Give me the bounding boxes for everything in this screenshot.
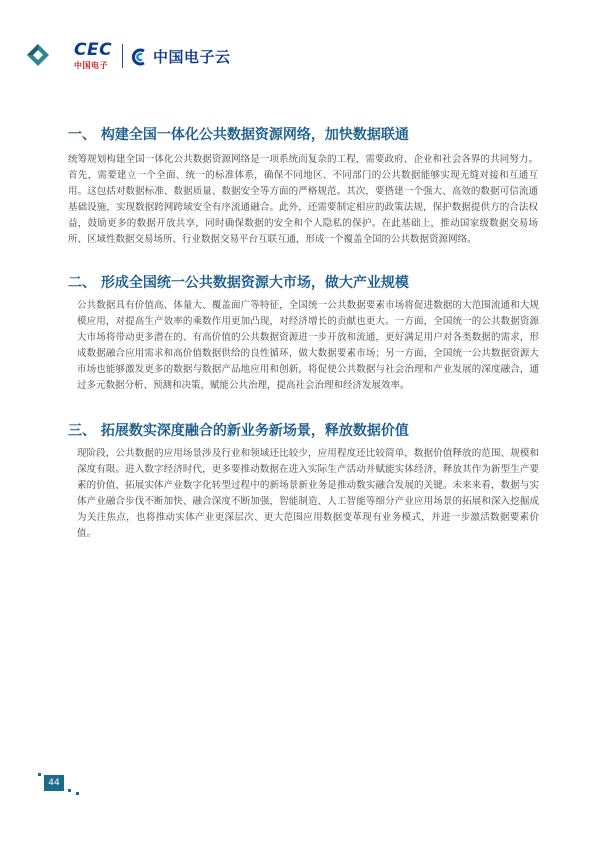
section-2-paragraph: 公共数据具有价值高、体量大、覆盖面广等特征，全国统一公共数据要素市场将促进数据的大范围流通和大规模应用，对提高生产效率的乘数作用更加凸现，对经济增长的贡献也更大。一方面，全国统一的公共数据资源大市场将带动更多潜在的、有高价值的公共数据资源进一步开放和流通，更好满足用户对各类数据的需求，形成数据融合应用需求和高价值数据供给的良性循环，做大数据要素市场；另一方面，全国统一公共数据资源大市场也能够激发更多的数据与数据产品地应用和创新，将促使公共数据与社会治理和产业发展的深度融合，通过多元数据分析、预测和决策，赋能公共治理，提高社会治理和经济发展效率。 <box>77 300 539 391</box>
cloud-logo-text: 中国电子云 <box>153 48 231 66</box>
cec-logo-subtitle: 中国电子 <box>74 61 108 70</box>
section-1-body <box>68 152 538 248</box>
cloud-logo <box>130 47 231 67</box>
cec-logo-word: CEC <box>74 40 113 60</box>
page-header <box>0 0 600 100</box>
corner-chevron-icon <box>25 42 51 68</box>
section-2-title: 二、 形成全国统一公共数据资源大市场，做大产业规模 <box>68 275 409 291</box>
cec-logo <box>74 42 120 72</box>
section-3-body <box>77 446 539 542</box>
footer-dot <box>38 773 41 776</box>
footer-dot <box>68 789 71 792</box>
section-3-paragraph: 现阶段，公共数据的应用场景涉及行业和领域还比较少，应用程度还比较简单，数据价值释放的范围、规模和深度有限。进入数字经济时代，更多要推动数据在进入实际生产活动并赋能实体经济，释放其作为新型生产要素的价值，拓展实体产业数字化转型过程中的新场景新业务是推动数实融合发展的关键。未来来看，数据与实体产业融合步伐不断加快、融合深度不断加强，智能制造、人工智能等细分产业应用场景的拓展和深入挖掘成为关注焦点，也将推动实体产业更深层次、更大范围应用数据变革现有业务模式，并进一步激活数据要素价值。 <box>77 448 539 539</box>
section-1-title: 一、 构建全国一体化公共数据资源网络，加快数据联通 <box>68 127 409 143</box>
section-2-body <box>77 298 539 394</box>
logo-divider <box>122 44 123 68</box>
page-number: 44 <box>48 778 60 788</box>
section-1-paragraph: 统筹规划构建全国一体化公共数据资源网络是一项系统而复杂的工程，需要政府、企业和社会各界的共同努力。首先，需要建立一个全面、统一的标准体系，确保不同地区、不同部门的公共数据能够实现无缝对接和互通互用。这包括对数据标准、数据质量、数据安全等方面的严格规范。其次，要搭建一个强大、高效的数据可信流通基础设施，实现数据跨网跨域安全有序流通融合。此外，还需要制定相应的政策法规，保护数据提供方的合法权益，鼓励更多的数据开放共享，同时确保数据的安全和个人隐私的保护。在此基础上，推动国家级数据交易场所、区域性数据交易场所、行业数据交易平台互联互通，形成一个覆盖全国的公共数据资源网络。 <box>68 154 538 245</box>
page-number-box <box>44 775 64 791</box>
section-3-title: 三、 拓展数实深度融合的新业务新场景，释放数据价值 <box>68 423 409 439</box>
cloud-logo-icon <box>130 48 150 66</box>
footer-dot <box>76 792 79 795</box>
